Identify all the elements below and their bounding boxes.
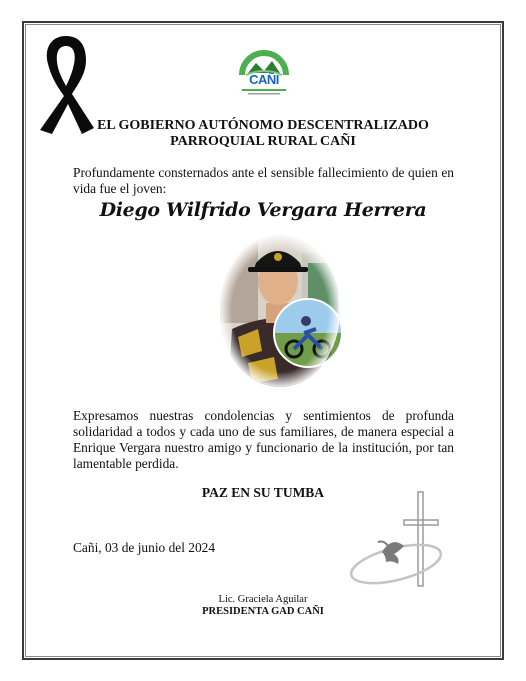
parish-logo (234, 49, 294, 101)
portrait-photo (218, 233, 342, 389)
signer-role: PRESIDENTA GAD CAÑI (202, 606, 324, 617)
cross-dove-icon (348, 490, 448, 590)
heading-line-2: PARROQUIAL RURAL CAÑI (170, 134, 356, 149)
signer-name: Lic. Graciela Aguilar (218, 594, 308, 605)
heading-line-1: EL GOBIERNO AUTÓNOMO DESCENTRALIZADO (97, 118, 429, 133)
condolences-paragraph: Expresamos nuestras condolencias y sentimientos de profunda solidaridad a todos y cada uno de sus familiares, de manera especial a Enrique Vergara nuestro amigo y funcionario de la institución, por tan lamentable perdida. (73, 408, 454, 471)
logo-text: CAÑI (249, 72, 279, 87)
closing-line: PAZ EN SU TUMBA (201, 485, 325, 500)
page-heading (60, 118, 466, 150)
deceased-name: Diego Wilfrido Vergara Herrera (99, 199, 427, 221)
intro-paragraph: Profundamente consternados ante el sensible fallecimiento de quien en vida fue el joven: (73, 165, 454, 196)
signature-block (140, 594, 386, 618)
date-line: Cañi, 03 de junio del 2024 (73, 540, 216, 555)
